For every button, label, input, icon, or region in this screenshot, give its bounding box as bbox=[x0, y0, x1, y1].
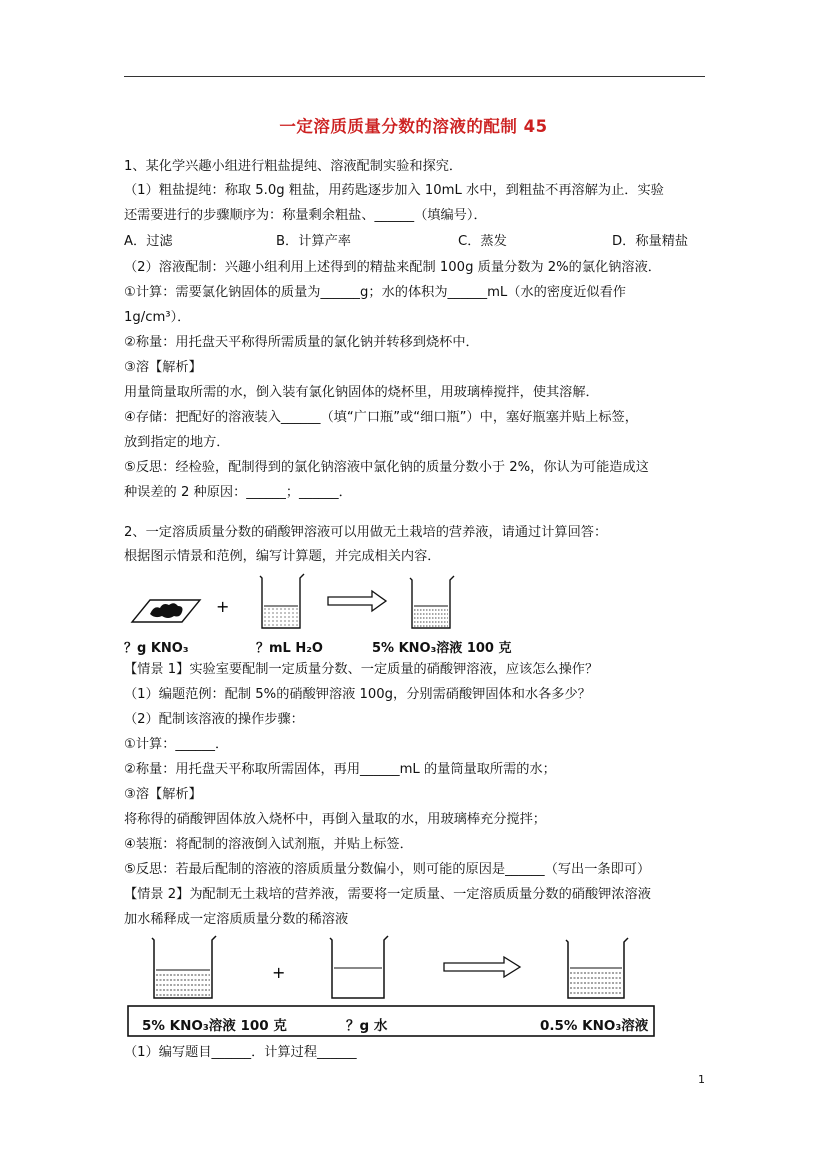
q2-s1-dissolve-text: 将称得的硝酸钾固体放入烧杯中，再倒入量取的水，用玻璃棒充分搅拌； bbox=[124, 812, 546, 827]
q1-store-line1: ④存储：把配好的溶液装入______（填“广口瓶”或“细口瓶”）中，塞好瓶塞并贴上标签， bbox=[124, 410, 638, 425]
figure2-caption-water: ？g 水 bbox=[346, 1018, 388, 1034]
figure1-caption-kno3: ？g KNO₃ bbox=[124, 641, 189, 656]
q2-s1-dissolve-heading: ③溶【解析】 bbox=[124, 787, 202, 802]
q1-dissolve-heading: ③溶【解析】 bbox=[124, 360, 202, 375]
q2-s1-steps: （2）配制该溶液的操作步骤： bbox=[124, 712, 304, 727]
arrow-right-icon bbox=[328, 591, 386, 611]
figure2-caption-dilute: 0.5% KNO₃溶液 bbox=[540, 1018, 649, 1034]
q2-scenario2-line1: 【情景 2】为配制无土栽培的营养液，需要将一定质量、一定溶质质量分数的硝酸钾浓溶液 bbox=[124, 887, 651, 902]
q1-weigh: ②称量：用托盘天平称得所需质量的氯化钠并转移到烧杯中． bbox=[124, 335, 479, 350]
q2-s2-question: （1）编写题目______．计算过程______ bbox=[124, 1045, 357, 1060]
q2-s1-weigh: ②称量：用托盘天平称取所需固体，再用______mL 的量筒量取所需的水； bbox=[124, 762, 556, 777]
q2-s1-reflect: ⑤反思：若最后配制的溶液的溶质质量分数偏小，则可能的原因是______（写出一条即可） bbox=[124, 862, 651, 877]
q1-reflect-line2: 种误差的 2 种原因：______；______． bbox=[124, 485, 352, 500]
arrow-right-2-icon bbox=[444, 957, 520, 977]
q1-part2: （2）溶液配制：兴趣小组利用上述得到的精盐来配制 100g 质量分数为 2%的氯化钠溶液． bbox=[124, 260, 661, 275]
option-b: B．计算产率 bbox=[276, 234, 351, 249]
weighing-paper-icon bbox=[132, 600, 200, 622]
q1-calc-line2: 1g/cm³）． bbox=[124, 310, 191, 325]
plus-sign-1: + bbox=[216, 597, 230, 616]
q2-scenario2-line2: 加水稀释成一定溶质质量分数的稀溶液 bbox=[124, 912, 349, 927]
q1-reflect-line1: ⑤反思：经检验，配制得到的氯化钠溶液中氯化钠的质量分数小于 2%，你认为可能造成这 bbox=[124, 460, 649, 475]
plus-sign-2: + bbox=[272, 963, 286, 982]
option-a: A．过滤 bbox=[124, 234, 173, 249]
beaker-water-2-icon bbox=[330, 936, 388, 998]
option-c: C．蒸发 bbox=[458, 234, 507, 249]
beaker-water-icon bbox=[260, 574, 304, 628]
figure2-caption-concentrate: 5% KNO₃溶液 100 克 bbox=[142, 1018, 287, 1034]
q1-intro: 1、某化学兴趣小组进行粗盐提纯、溶液配制实验和探究． bbox=[124, 159, 463, 174]
beaker-dilute-icon bbox=[566, 938, 628, 998]
q2-scenario1: 【情景 1】实验室要配制一定质量分数、一定质量的硝酸钾溶液，应该怎么操作？ bbox=[124, 662, 599, 677]
page-number: 1 bbox=[698, 1073, 705, 1086]
q2-s1-example: （1）编题范例：配制 5%的硝酸钾溶液 100g，分别需硝酸钾固体和水各多少？ bbox=[124, 687, 591, 702]
figure1-diagram bbox=[124, 570, 484, 636]
q1-part1-line2: 还需要进行的步骤顺序为：称量剩余粗盐、______（填编号）． bbox=[124, 208, 487, 223]
figure1-caption-solution: 5% KNO₃溶液 100 克 bbox=[372, 641, 512, 656]
option-d: D．称量精盐 bbox=[612, 234, 689, 249]
q2-intro: 2、一定溶质质量分数的硝酸钾溶液可以用做无土栽培的营养液，请通过计算回答： bbox=[124, 525, 608, 540]
page-title: 一定溶质质量分数的溶液的配制 45 bbox=[279, 117, 548, 136]
q2-intro2: 根据图示情景和范例，编写计算题，并完成相关内容． bbox=[124, 549, 441, 564]
q2-s1-bottle: ④装瓶：将配制的溶液倒入试剂瓶，并贴上标签． bbox=[124, 837, 413, 852]
q1-dissolve-text: 用量筒量取所需的水，倒入装有氯化钠固体的烧杯里，用玻璃棒搅拌，使其溶解． bbox=[124, 385, 599, 400]
q1-calc-line1: ①计算：需要氯化钠固体的质量为______g；水的体积为______mL（水的密度近似看作 bbox=[124, 285, 626, 300]
header-rule bbox=[124, 76, 705, 77]
q2-s1-calc: ①计算：______． bbox=[124, 737, 229, 752]
figure1-caption-water: ？mL H₂O bbox=[256, 641, 323, 656]
beaker-solution-icon bbox=[410, 576, 454, 628]
q1-store-line2: 放到指定的地方． bbox=[124, 435, 230, 450]
beaker-concentrate-icon bbox=[152, 936, 216, 998]
q1-part1-line1: （1）粗盐提纯：称取 5.0g 粗盐，用药匙逐步加入 10mL 水中，到粗盐不再溶解为止．实验 bbox=[124, 183, 664, 198]
